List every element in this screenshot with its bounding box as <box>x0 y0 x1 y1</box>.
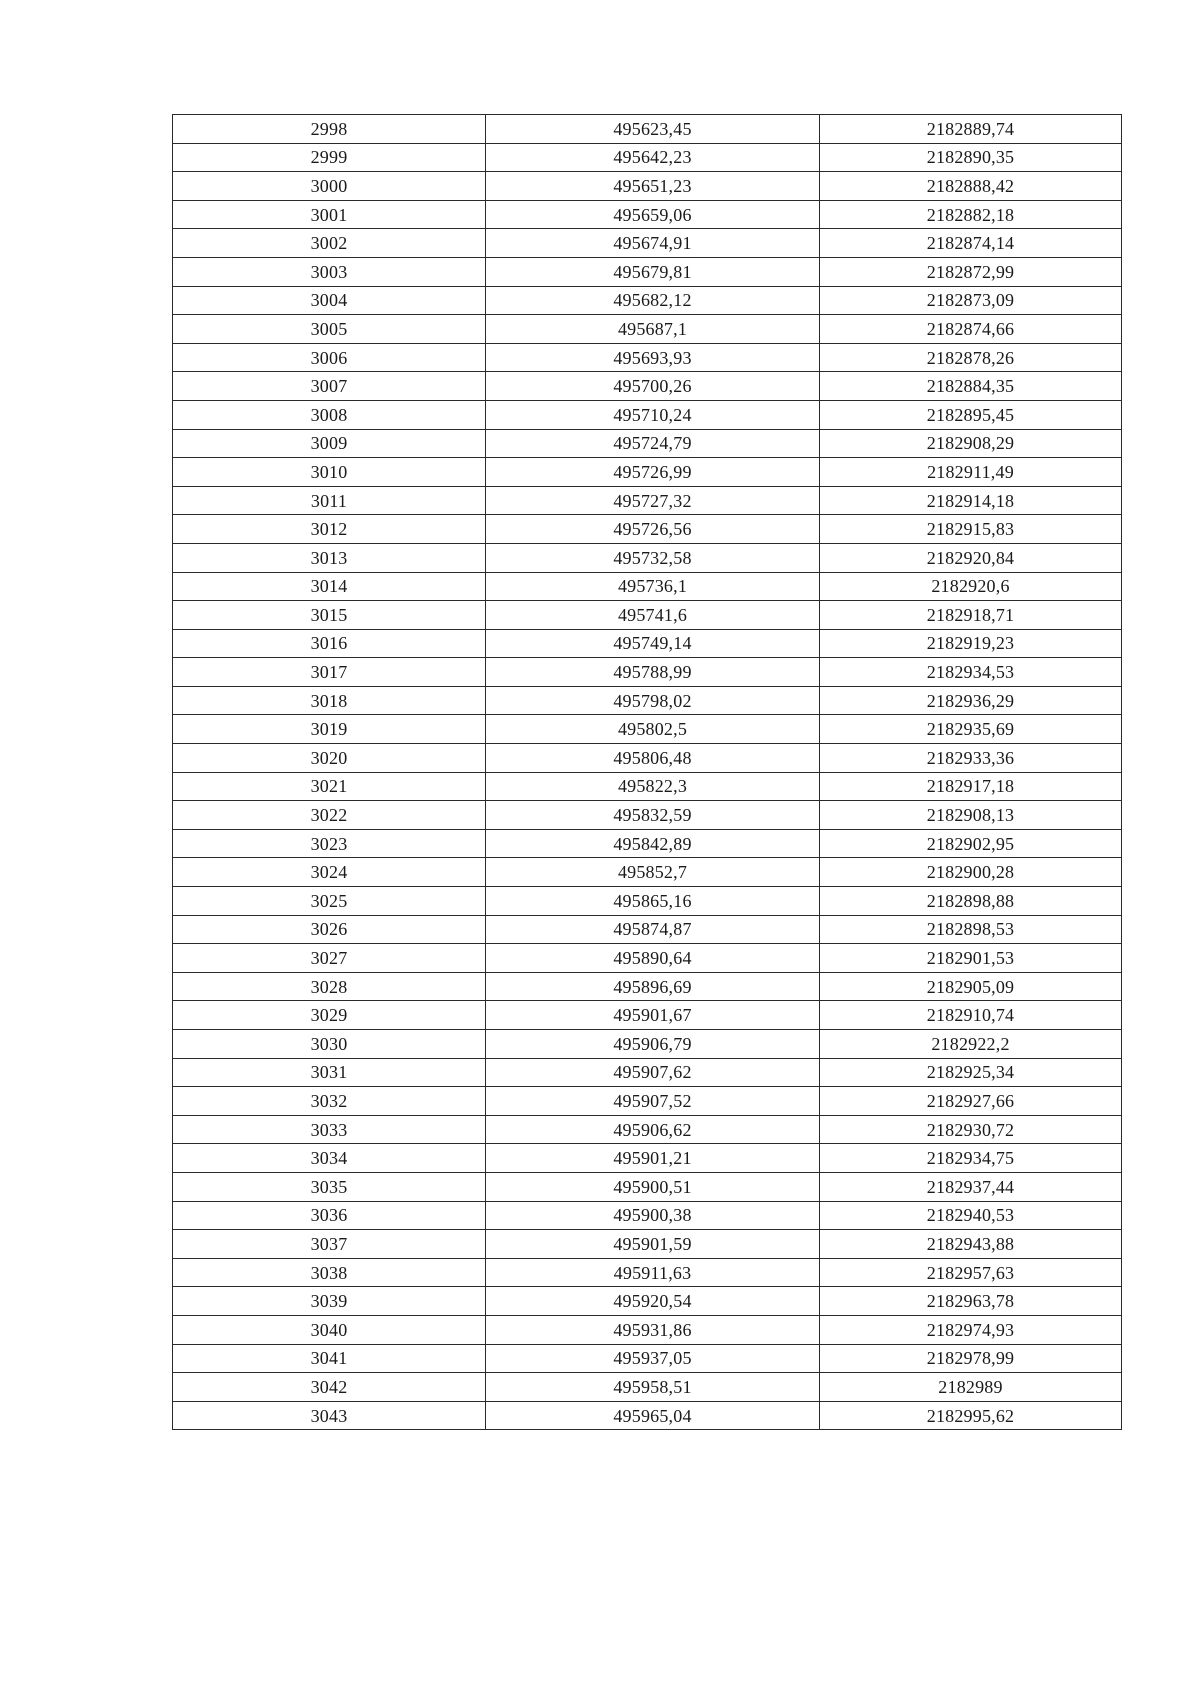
x-coordinate-cell: 495736,1 <box>486 572 820 601</box>
y-coordinate-cell: 2182898,53 <box>820 915 1122 944</box>
y-coordinate-cell: 2182919,23 <box>820 629 1122 658</box>
y-coordinate-cell: 2182925,34 <box>820 1058 1122 1087</box>
x-coordinate-cell: 495920,54 <box>486 1287 820 1316</box>
table-row <box>173 1315 1122 1344</box>
table-row <box>173 1144 1122 1173</box>
point-number-cell: 3015 <box>173 601 486 630</box>
point-number-cell: 3042 <box>173 1373 486 1402</box>
y-coordinate-cell: 2182957,63 <box>820 1258 1122 1287</box>
x-coordinate-cell: 495693,93 <box>486 343 820 372</box>
y-coordinate-cell: 2182898,88 <box>820 887 1122 916</box>
y-coordinate-cell: 2182915,83 <box>820 515 1122 544</box>
y-coordinate-cell: 2182935,69 <box>820 715 1122 744</box>
x-coordinate-cell: 495896,69 <box>486 972 820 1001</box>
point-number-cell: 3027 <box>173 944 486 973</box>
x-coordinate-cell: 495931,86 <box>486 1315 820 1344</box>
y-coordinate-cell: 2182963,78 <box>820 1287 1122 1316</box>
point-number-cell: 3009 <box>173 429 486 458</box>
x-coordinate-cell: 495651,23 <box>486 172 820 201</box>
point-number-cell: 3030 <box>173 1030 486 1059</box>
x-coordinate-cell: 495822,3 <box>486 772 820 801</box>
point-number-cell: 3023 <box>173 829 486 858</box>
y-coordinate-cell: 2182943,88 <box>820 1230 1122 1259</box>
point-number-cell: 3028 <box>173 972 486 1001</box>
x-coordinate-cell: 495937,05 <box>486 1344 820 1373</box>
table-row <box>173 400 1122 429</box>
y-coordinate-cell: 2182917,18 <box>820 772 1122 801</box>
table-row <box>173 658 1122 687</box>
x-coordinate-cell: 495788,99 <box>486 658 820 687</box>
y-coordinate-cell: 2182911,49 <box>820 458 1122 487</box>
point-number-cell: 3022 <box>173 801 486 830</box>
table-row <box>173 601 1122 630</box>
y-coordinate-cell: 2182895,45 <box>820 400 1122 429</box>
y-coordinate-cell: 2182874,66 <box>820 315 1122 344</box>
x-coordinate-cell: 495852,7 <box>486 858 820 887</box>
x-coordinate-cell: 495907,62 <box>486 1058 820 1087</box>
x-coordinate-cell: 495900,51 <box>486 1172 820 1201</box>
x-coordinate-cell: 495674,91 <box>486 229 820 258</box>
point-number-cell: 3024 <box>173 858 486 887</box>
point-number-cell: 3020 <box>173 744 486 773</box>
table-row <box>173 286 1122 315</box>
x-coordinate-cell: 495682,12 <box>486 286 820 315</box>
point-number-cell: 3034 <box>173 1144 486 1173</box>
point-number-cell: 3019 <box>173 715 486 744</box>
table-row <box>173 1401 1122 1430</box>
y-coordinate-cell: 2182910,74 <box>820 1001 1122 1030</box>
y-coordinate-cell: 2182933,36 <box>820 744 1122 773</box>
point-number-cell: 3010 <box>173 458 486 487</box>
y-coordinate-cell: 2182936,29 <box>820 686 1122 715</box>
y-coordinate-cell: 2182905,09 <box>820 972 1122 1001</box>
y-coordinate-cell: 2182922,2 <box>820 1030 1122 1059</box>
table-row <box>173 486 1122 515</box>
x-coordinate-cell: 495965,04 <box>486 1401 820 1430</box>
table-row <box>173 1058 1122 1087</box>
table-row <box>173 515 1122 544</box>
table-row <box>173 686 1122 715</box>
point-number-cell: 3017 <box>173 658 486 687</box>
table-row <box>173 1001 1122 1030</box>
y-coordinate-cell: 2182900,28 <box>820 858 1122 887</box>
point-number-cell: 3008 <box>173 400 486 429</box>
point-number-cell: 2998 <box>173 115 486 144</box>
x-coordinate-cell: 495832,59 <box>486 801 820 830</box>
x-coordinate-cell: 495710,24 <box>486 400 820 429</box>
table-row <box>173 143 1122 172</box>
y-coordinate-cell: 2182995,62 <box>820 1401 1122 1430</box>
table-row <box>173 829 1122 858</box>
point-number-cell: 3026 <box>173 915 486 944</box>
point-number-cell: 3035 <box>173 1172 486 1201</box>
x-coordinate-cell: 495741,6 <box>486 601 820 630</box>
x-coordinate-cell: 495732,58 <box>486 543 820 572</box>
y-coordinate-cell: 2182902,95 <box>820 829 1122 858</box>
coordinates-table-body <box>173 115 1122 1430</box>
coordinates-table <box>172 114 1122 1430</box>
table-row <box>173 1373 1122 1402</box>
table-row <box>173 1287 1122 1316</box>
table-row <box>173 1258 1122 1287</box>
table-row <box>173 115 1122 144</box>
table-row <box>173 801 1122 830</box>
y-coordinate-cell: 2182878,26 <box>820 343 1122 372</box>
x-coordinate-cell: 495958,51 <box>486 1373 820 1402</box>
table-row <box>173 972 1122 1001</box>
point-number-cell: 3032 <box>173 1087 486 1116</box>
table-row <box>173 944 1122 973</box>
point-number-cell: 3000 <box>173 172 486 201</box>
point-number-cell: 3006 <box>173 343 486 372</box>
point-number-cell: 3012 <box>173 515 486 544</box>
point-number-cell: 3005 <box>173 315 486 344</box>
y-coordinate-cell: 2182927,66 <box>820 1087 1122 1116</box>
table-row <box>173 257 1122 286</box>
table-row <box>173 1030 1122 1059</box>
table-row <box>173 372 1122 401</box>
table-row <box>173 343 1122 372</box>
y-coordinate-cell: 2182934,75 <box>820 1144 1122 1173</box>
y-coordinate-cell: 2182884,35 <box>820 372 1122 401</box>
table-row <box>173 629 1122 658</box>
point-number-cell: 3011 <box>173 486 486 515</box>
y-coordinate-cell: 2182872,99 <box>820 257 1122 286</box>
point-number-cell: 3007 <box>173 372 486 401</box>
x-coordinate-cell: 495659,06 <box>486 200 820 229</box>
x-coordinate-cell: 495700,26 <box>486 372 820 401</box>
y-coordinate-cell: 2182918,71 <box>820 601 1122 630</box>
y-coordinate-cell: 2182890,35 <box>820 143 1122 172</box>
table-row <box>173 315 1122 344</box>
x-coordinate-cell: 495806,48 <box>486 744 820 773</box>
y-coordinate-cell: 2182908,29 <box>820 429 1122 458</box>
point-number-cell: 3043 <box>173 1401 486 1430</box>
table-row <box>173 429 1122 458</box>
point-number-cell: 3041 <box>173 1344 486 1373</box>
table-row <box>173 458 1122 487</box>
y-coordinate-cell: 2182937,44 <box>820 1172 1122 1201</box>
point-number-cell: 3033 <box>173 1115 486 1144</box>
y-coordinate-cell: 2182940,53 <box>820 1201 1122 1230</box>
point-number-cell: 3040 <box>173 1315 486 1344</box>
x-coordinate-cell: 495911,63 <box>486 1258 820 1287</box>
point-number-cell: 3031 <box>173 1058 486 1087</box>
y-coordinate-cell: 2182873,09 <box>820 286 1122 315</box>
table-row <box>173 1230 1122 1259</box>
point-number-cell: 3037 <box>173 1230 486 1259</box>
x-coordinate-cell: 495642,23 <box>486 143 820 172</box>
x-coordinate-cell: 495901,21 <box>486 1144 820 1173</box>
x-coordinate-cell: 495865,16 <box>486 887 820 916</box>
x-coordinate-cell: 495726,99 <box>486 458 820 487</box>
y-coordinate-cell: 2182914,18 <box>820 486 1122 515</box>
point-number-cell: 2999 <box>173 143 486 172</box>
table-row <box>173 715 1122 744</box>
y-coordinate-cell: 2182974,93 <box>820 1315 1122 1344</box>
x-coordinate-cell: 495906,62 <box>486 1115 820 1144</box>
point-number-cell: 3018 <box>173 686 486 715</box>
y-coordinate-cell: 2182978,99 <box>820 1344 1122 1373</box>
table-row <box>173 772 1122 801</box>
table-row <box>173 1172 1122 1201</box>
table-row <box>173 200 1122 229</box>
x-coordinate-cell: 495724,79 <box>486 429 820 458</box>
table-row <box>173 1201 1122 1230</box>
table-row <box>173 887 1122 916</box>
table-row <box>173 1087 1122 1116</box>
point-number-cell: 3013 <box>173 543 486 572</box>
x-coordinate-cell: 495900,38 <box>486 1201 820 1230</box>
y-coordinate-cell: 2182901,53 <box>820 944 1122 973</box>
y-coordinate-cell: 2182989 <box>820 1373 1122 1402</box>
x-coordinate-cell: 495679,81 <box>486 257 820 286</box>
point-number-cell: 3001 <box>173 200 486 229</box>
y-coordinate-cell: 2182889,74 <box>820 115 1122 144</box>
table-row <box>173 572 1122 601</box>
point-number-cell: 3002 <box>173 229 486 258</box>
y-coordinate-cell: 2182934,53 <box>820 658 1122 687</box>
x-coordinate-cell: 495727,32 <box>486 486 820 515</box>
y-coordinate-cell: 2182930,72 <box>820 1115 1122 1144</box>
table-row <box>173 744 1122 773</box>
y-coordinate-cell: 2182920,6 <box>820 572 1122 601</box>
x-coordinate-cell: 495907,52 <box>486 1087 820 1116</box>
x-coordinate-cell: 495687,1 <box>486 315 820 344</box>
table-row <box>173 229 1122 258</box>
x-coordinate-cell: 495749,14 <box>486 629 820 658</box>
point-number-cell: 3038 <box>173 1258 486 1287</box>
table-row <box>173 543 1122 572</box>
table-row <box>173 915 1122 944</box>
y-coordinate-cell: 2182882,18 <box>820 200 1122 229</box>
point-number-cell: 3039 <box>173 1287 486 1316</box>
point-number-cell: 3004 <box>173 286 486 315</box>
x-coordinate-cell: 495901,67 <box>486 1001 820 1030</box>
table-row <box>173 1115 1122 1144</box>
x-coordinate-cell: 495890,64 <box>486 944 820 973</box>
x-coordinate-cell: 495874,87 <box>486 915 820 944</box>
table-row <box>173 1344 1122 1373</box>
x-coordinate-cell: 495901,59 <box>486 1230 820 1259</box>
x-coordinate-cell: 495623,45 <box>486 115 820 144</box>
x-coordinate-cell: 495798,02 <box>486 686 820 715</box>
y-coordinate-cell: 2182908,13 <box>820 801 1122 830</box>
y-coordinate-cell: 2182888,42 <box>820 172 1122 201</box>
x-coordinate-cell: 495802,5 <box>486 715 820 744</box>
table-row <box>173 858 1122 887</box>
table-row <box>173 172 1122 201</box>
x-coordinate-cell: 495842,89 <box>486 829 820 858</box>
point-number-cell: 3014 <box>173 572 486 601</box>
point-number-cell: 3029 <box>173 1001 486 1030</box>
x-coordinate-cell: 495906,79 <box>486 1030 820 1059</box>
point-number-cell: 3025 <box>173 887 486 916</box>
point-number-cell: 3016 <box>173 629 486 658</box>
y-coordinate-cell: 2182874,14 <box>820 229 1122 258</box>
x-coordinate-cell: 495726,56 <box>486 515 820 544</box>
point-number-cell: 3036 <box>173 1201 486 1230</box>
point-number-cell: 3003 <box>173 257 486 286</box>
point-number-cell: 3021 <box>173 772 486 801</box>
y-coordinate-cell: 2182920,84 <box>820 543 1122 572</box>
